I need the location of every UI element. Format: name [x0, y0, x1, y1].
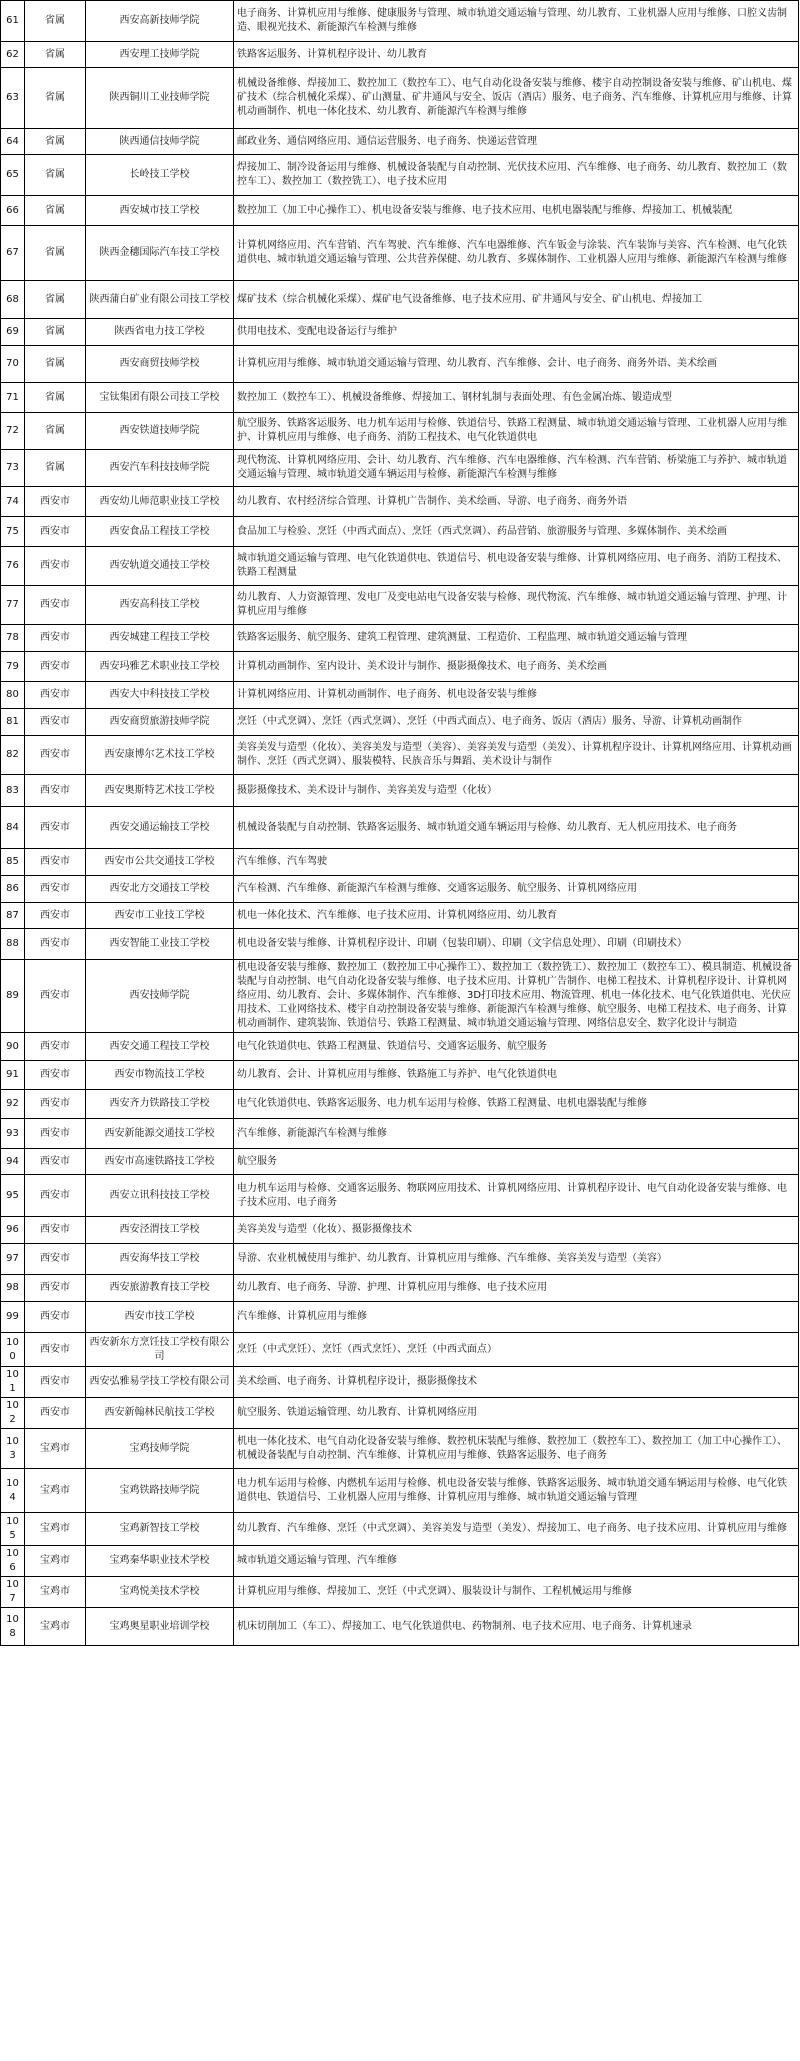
- table-row: [1, 929, 799, 960]
- row-number: 85: [1, 849, 25, 876]
- row-affiliation: 西安市: [25, 1333, 86, 1367]
- table-row: [1, 876, 799, 903]
- table-row: [1, 319, 799, 346]
- row-number: 99: [1, 1302, 25, 1333]
- row-number: 87: [1, 903, 25, 929]
- school-majors: 现代物流、计算机网络应用、会计、幼儿教育、汽车维修、汽车电器维修、汽车检测、汽车营销、桥梁施工与养护、城市轨道交通运输与管理、城市轨道交通车辆运用与检修、新能源汽车检测与维修: [234, 450, 799, 487]
- school-majors: 汽车维修、新能源汽车检测与维修: [234, 1119, 799, 1149]
- school-name: 西安食品工程技工学校: [86, 517, 234, 547]
- row-affiliation: 西安市: [25, 1149, 86, 1175]
- school-majors: 航空服务: [234, 1149, 799, 1175]
- row-number: 61: [1, 1, 25, 42]
- table-row: [1, 652, 799, 682]
- row-number: 81: [1, 709, 25, 736]
- row-affiliation: 西安市: [25, 1119, 86, 1149]
- school-majors: 数控加工（数控车工）、机械设备维修、焊接加工、钢材轧制与表面处理、有色金属冶炼、锻造成型: [234, 383, 799, 413]
- school-name: 西安技师学院: [86, 960, 234, 1033]
- table-row: [1, 736, 799, 775]
- row-number: 86: [1, 876, 25, 903]
- school-name: 西安城市技工学校: [86, 196, 234, 226]
- row-number: 80: [1, 682, 25, 709]
- row-number: 79: [1, 652, 25, 682]
- row-affiliation: 西安市: [25, 1244, 86, 1275]
- table-row: [1, 196, 799, 226]
- row-affiliation: 省属: [25, 196, 86, 226]
- school-majors: 铁路客运服务、计算机程序设计、幼儿教育: [234, 42, 799, 68]
- row-number: 105: [1, 1513, 25, 1546]
- row-number: 76: [1, 547, 25, 586]
- row-affiliation: 省属: [25, 68, 86, 129]
- school-majors: 计算机应用与维修、焊接加工、烹饪（中式烹调）、服装设计与制作、工程机械运用与维修: [234, 1577, 799, 1608]
- school-name: 西安奥斯特艺术技工学校: [86, 775, 234, 807]
- school-name: 西安商贸旅游技师学院: [86, 709, 234, 736]
- school-name: 西安幼儿师范职业技工学校: [86, 487, 234, 517]
- school-name: 西安智能工业技工学校: [86, 929, 234, 960]
- school-name: 宝钛集团有限公司技工学校: [86, 383, 234, 413]
- row-affiliation: 西安市: [25, 807, 86, 849]
- school-name: 宝鸡奥星职业培训学校: [86, 1608, 234, 1646]
- row-number: 104: [1, 1469, 25, 1513]
- school-name: 西安玛雅艺术职业技工学校: [86, 652, 234, 682]
- school-majors: 机电一体化技术、电气自动化设备安装与维修、数控机床装配与维修、数控加工（数控车工）、数控加工（加工中心操作工）、机械设备装配与自动控制、汽车维修、计算机应用与维修、铁路客运服务、电子商务: [234, 1429, 799, 1469]
- table-row: [1, 1398, 799, 1429]
- school-majors: 烹饪（中式烹饪）、烹饪（西式烹饪）、烹饪（中西式面点）: [234, 1333, 799, 1367]
- row-number: 70: [1, 346, 25, 383]
- row-affiliation: 西安市: [25, 1367, 86, 1398]
- table-row: [1, 346, 799, 383]
- row-affiliation: 西安市: [25, 1090, 86, 1119]
- school-majors: 机电一体化技术、汽车维修、电子技术应用、计算机网络应用、幼儿教育: [234, 903, 799, 929]
- row-affiliation: 西安市: [25, 1398, 86, 1429]
- row-affiliation: 西安市: [25, 903, 86, 929]
- school-name: 西安市高速铁路技工学校: [86, 1149, 234, 1175]
- school-majors: 幼儿教育、人力资源管理、发电厂及变电站电气设备安装与检修、现代物流、汽车维修、城市轨道交通运输与管理、护理、计算机应用与维修: [234, 586, 799, 625]
- table-row: [1, 155, 799, 196]
- table-row: [1, 383, 799, 413]
- row-affiliation: 西安市: [25, 849, 86, 876]
- school-name: 西安北方交通技工学校: [86, 876, 234, 903]
- school-majors: 机电设备安装与维修、数控加工（数控加工中心操作工）、数控加工（数控铣工）、数控加工（数控车工）、模具制造、机械设备装配与自动控制、电气自动化设备安装与维修、电子技术应用、计算机广告制作、电梯工程技术、计算机程序设计、计算机网络应用、幼儿教育、会计、多媒体制作、汽车维修、3D打印技术应用、物流管理、机电一体化技术、电气化铁道供电、光伏应用技术、工业网络技术、楼宇自动控制设备安装与维修、新能源汽车检测与维修、航空服务、电梯工程技术、电子商务、计算机动画制作、建筑装饰、铁道信号、铁路工程测量、城市轨道交通运输与管理、网络信息安全、数字化设计与制造: [234, 960, 799, 1033]
- school-name: 西安铁道技师学院: [86, 413, 234, 450]
- row-number: 66: [1, 196, 25, 226]
- table-row: [1, 1429, 799, 1469]
- row-affiliation: 西安市: [25, 586, 86, 625]
- row-affiliation: 西安市: [25, 1302, 86, 1333]
- row-affiliation: 省属: [25, 281, 86, 319]
- row-number: 67: [1, 226, 25, 281]
- school-name: 西安高科技工学校: [86, 586, 234, 625]
- school-name: 西安泾渭技工学校: [86, 1217, 234, 1244]
- row-affiliation: 西安市: [25, 775, 86, 807]
- row-number: 91: [1, 1061, 25, 1090]
- school-name: 西安市技工学校: [86, 1302, 234, 1333]
- school-majors: 美容美发与造型（化妆）、美容美发与造型（美容）、美容美发与造型（美发）、计算机程序设计、计算机网络应用、计算机动画制作、烹饪（西式烹调）、服装模特、民族音乐与舞蹈、美术设计与制作: [234, 736, 799, 775]
- row-number: 68: [1, 281, 25, 319]
- school-name: 宝鸡悦美技术学校: [86, 1577, 234, 1608]
- table-row: [1, 1149, 799, 1175]
- school-majors: 航空服务、铁路客运服务、电力机车运用与检修、铁道信号、铁路工程测量、城市轨道交通运输与管理、工业机器人应用与维护、计算机应用与维修、电子商务、消防工程技术、电气化铁道供电: [234, 413, 799, 450]
- row-affiliation: 省属: [25, 155, 86, 196]
- school-majors: 数控加工（加工中心操作工）、机电设备安装与维修、电子技术应用、电机电器装配与维修、焊接加工、机械装配: [234, 196, 799, 226]
- row-affiliation: 西安市: [25, 876, 86, 903]
- school-name: 西安旅游教育技工学校: [86, 1275, 234, 1302]
- school-name: 西安康博尔艺术技工学校: [86, 736, 234, 775]
- school-name: 西安大中科技技工学校: [86, 682, 234, 709]
- row-number: 77: [1, 586, 25, 625]
- row-number: 89: [1, 960, 25, 1033]
- table-row: [1, 1469, 799, 1513]
- row-affiliation: 宝鸡市: [25, 1608, 86, 1646]
- school-majors: 煤矿技术（综合机械化采煤）、煤矿电气设备维修、电子技术应用、矿井通风与安全、矿山机电、焊接加工: [234, 281, 799, 319]
- row-affiliation: 西安市: [25, 736, 86, 775]
- table-row: [1, 1608, 799, 1646]
- row-number: 101: [1, 1367, 25, 1398]
- school-majors: 城市轨道交通运输与管理、汽车维修: [234, 1546, 799, 1577]
- table-row: [1, 1217, 799, 1244]
- table-row: [1, 1333, 799, 1367]
- row-number: 108: [1, 1608, 25, 1646]
- table-row: [1, 1033, 799, 1061]
- row-affiliation: 宝鸡市: [25, 1429, 86, 1469]
- school-name: 陕西通信技师学院: [86, 129, 234, 155]
- row-number: 64: [1, 129, 25, 155]
- school-majors: 电气化铁道供电、铁路工程测量、铁道信号、交通客运服务、航空服务: [234, 1033, 799, 1061]
- school-name: 西安交通运输技工学校: [86, 807, 234, 849]
- school-majors: 邮政业务、通信网络应用、通信运营服务、电子商务、快递运营管理: [234, 129, 799, 155]
- school-name: 西安市物流技工学校: [86, 1061, 234, 1090]
- table-row: [1, 1061, 799, 1090]
- row-number: 95: [1, 1175, 25, 1217]
- school-majors: 计算机网络应用、汽车营销、汽车驾驶、汽车维修、汽车电器维修、汽车钣金与涂装、汽车装饰与美容、汽车检测、电气化铁道供电、城市轨道交通运输与管理、公共营养保健、幼儿教育、多媒体制作、工业机器人应用与维修、新能源汽车检测与维修: [234, 226, 799, 281]
- row-number: 94: [1, 1149, 25, 1175]
- table-row: [1, 1367, 799, 1398]
- school-name: 西安新翰林民航技工学校: [86, 1398, 234, 1429]
- school-majors: 美术绘画、电子商务、计算机程序设计，摄影摄像技术: [234, 1367, 799, 1398]
- row-number: 72: [1, 413, 25, 450]
- table-row: [1, 903, 799, 929]
- row-affiliation: 西安市: [25, 487, 86, 517]
- table-row: [1, 226, 799, 281]
- row-number: 92: [1, 1090, 25, 1119]
- row-affiliation: 西安市: [25, 625, 86, 652]
- school-majors: 机电设备安装与维修、计算机程序设计、印刷（包装印刷）、印刷（文字信息处理）、印刷（印刷技术）: [234, 929, 799, 960]
- row-affiliation: 省属: [25, 346, 86, 383]
- table-row: [1, 1513, 799, 1546]
- table-row: [1, 775, 799, 807]
- school-majors: 电气化铁道供电、铁路客运服务、电力机车运用与检修、铁路工程测量、电机电器装配与维修: [234, 1090, 799, 1119]
- table-row: [1, 682, 799, 709]
- school-name: 西安交通工程技工学校: [86, 1033, 234, 1061]
- table-row: [1, 517, 799, 547]
- row-number: 107: [1, 1577, 25, 1608]
- table-row: [1, 68, 799, 129]
- school-name: 西安汽车科技技师学院: [86, 450, 234, 487]
- table-row: [1, 281, 799, 319]
- table-row: [1, 1302, 799, 1333]
- school-majors: 烹饪（中式烹调）、烹饪（西式烹调）、烹饪（中西式面点）、电子商务、饭店（酒店）服务、导游、计算机动画制作: [234, 709, 799, 736]
- row-number: 103: [1, 1429, 25, 1469]
- school-name: 西安市公共交通技工学校: [86, 849, 234, 876]
- row-number: 100: [1, 1333, 25, 1367]
- school-majors: 幼儿教育、汽车维修、烹饪（中式烹调）、美容美发与造型（美发）、焊接加工、电子商务、电子技术应用、计算机应用与维修: [234, 1513, 799, 1546]
- table-row: [1, 42, 799, 68]
- row-affiliation: 西安市: [25, 1033, 86, 1061]
- school-name: 西安市工业技工学校: [86, 903, 234, 929]
- school-name: 宝鸡秦华职业技术学校: [86, 1546, 234, 1577]
- table-row: [1, 1275, 799, 1302]
- row-affiliation: 省属: [25, 42, 86, 68]
- table-row: [1, 960, 799, 1033]
- school-majors: 供用电技术、变配电设备运行与维护: [234, 319, 799, 346]
- school-majors: 食品加工与检验、烹饪（中西式面点）、烹饪（西式烹调）、药品营销、旅游服务与管理、多媒体制作、美术绘画: [234, 517, 799, 547]
- row-affiliation: 省属: [25, 319, 86, 346]
- row-affiliation: 宝鸡市: [25, 1577, 86, 1608]
- school-majors: 机械设备装配与自动控制、铁路客运服务、城市轨道交通车辆运用与检修、幼儿教育、无人机应用技术、电子商务: [234, 807, 799, 849]
- school-name: 西安理工技师学院: [86, 42, 234, 68]
- school-majors: 电子商务、计算机应用与维修、健康服务与管理、城市轨道交通运输与管理、幼儿教育、工业机器人应用与维修、口腔义齿制造、眼视光技术、新能源汽车检测与维修: [234, 1, 799, 42]
- school-majors: 幼儿教育、农村经济综合管理、计算机广告制作、美术绘画、导游、电子商务、商务外语: [234, 487, 799, 517]
- row-number: 74: [1, 487, 25, 517]
- school-majors: 机械设备维修、焊接加工、数控加工（数控车工）、电气自动化设备安装与维修、楼宇自动控制设备安装与维修、矿山机电、煤矿技术（综合机械化采煤）、矿山测量、矿井通风与安全、饭店（酒店）服务、电子商务、汽车维修、计算机应用与维修、计算机动画制作、机电一体化技术、幼儿教育、新能源汽车检测与维修: [234, 68, 799, 129]
- school-majors: 航空服务、铁道运输管理、幼儿教育、计算机网络应用: [234, 1398, 799, 1429]
- school-majors: 美容美发与造型（化妆）、摄影摄像技术: [234, 1217, 799, 1244]
- table-row: [1, 807, 799, 849]
- row-number: 75: [1, 517, 25, 547]
- row-affiliation: 省属: [25, 1, 86, 42]
- school-majors: 电力机车运用与检修、内燃机车运用与检修、机电设备安装与维修、铁路客运服务、城市轨道交通车辆运用与检修、电气化铁道供电、铁道信号、工业机器人应用与维修、计算机应用与维修、城市轨道交通运输与管理: [234, 1469, 799, 1513]
- row-number: 65: [1, 155, 25, 196]
- school-name: 西安新能源交通技工学校: [86, 1119, 234, 1149]
- school-majors: 电力机车运用与检修、交通客运服务、物联网应用技术、计算机网络应用、计算机程序设计、电气自动化设备安装与维修、电子技术应用、电子商务: [234, 1175, 799, 1217]
- row-affiliation: 省属: [25, 413, 86, 450]
- school-name: 西安齐力铁路技工学校: [86, 1090, 234, 1119]
- table-row: [1, 625, 799, 652]
- school-majors: 导游、农业机械使用与维护、幼儿教育、计算机应用与维修、汽车维修、美容美发与造型（美容）: [234, 1244, 799, 1275]
- row-affiliation: 西安市: [25, 547, 86, 586]
- school-majors: 铁路客运服务、航空服务、建筑工程管理、建筑测量、工程造价、工程监理、城市轨道交通运输与管理: [234, 625, 799, 652]
- school-majors: 汽车检测、汽车维修、新能源汽车检测与维修、交通客运服务、航空服务、计算机网络应用: [234, 876, 799, 903]
- table-row: [1, 849, 799, 876]
- table-row: [1, 450, 799, 487]
- school-name: 长岭技工学校: [86, 155, 234, 196]
- row-number: 73: [1, 450, 25, 487]
- table-row: [1, 1, 799, 42]
- table-row: [1, 129, 799, 155]
- school-table-body: [1, 1, 799, 1646]
- row-affiliation: 西安市: [25, 652, 86, 682]
- school-name: 西安新东方烹饪技工学校有限公司: [86, 1333, 234, 1367]
- school-majors: 计算机应用与维修、城市轨道交通运输与管理、幼儿教育、汽车维修、会计、电子商务、商务外语、美术绘画: [234, 346, 799, 383]
- table-row: [1, 1119, 799, 1149]
- table-row: [1, 1175, 799, 1217]
- school-name: 宝鸡新智技工学校: [86, 1513, 234, 1546]
- school-name: 陕西省电力技工学校: [86, 319, 234, 346]
- row-number: 71: [1, 383, 25, 413]
- row-affiliation: 西安市: [25, 1275, 86, 1302]
- row-affiliation: 西安市: [25, 1061, 86, 1090]
- row-number: 82: [1, 736, 25, 775]
- school-name: 宝鸡技师学院: [86, 1429, 234, 1469]
- school-majors: 计算机网络应用、计算机动画制作、电子商务、机电设备安装与维修: [234, 682, 799, 709]
- school-majors: 焊接加工、制冷设备运用与维修、机械设备装配与自动控制、光伏技术应用、汽车维修、电子商务、幼儿教育、数控加工（数控车工）、数控加工（数控铣工）、电子技术应用: [234, 155, 799, 196]
- school-name: 西安商贸技师学校: [86, 346, 234, 383]
- school-name: 西安立讯科技技工学校: [86, 1175, 234, 1217]
- row-affiliation: 西安市: [25, 709, 86, 736]
- row-affiliation: 西安市: [25, 1175, 86, 1217]
- row-number: 62: [1, 42, 25, 68]
- row-affiliation: 西安市: [25, 929, 86, 960]
- row-number: 102: [1, 1398, 25, 1429]
- school-name: 西安弘雅易学技工学校有限公司: [86, 1367, 234, 1398]
- school-name: 西安海华技工学校: [86, 1244, 234, 1275]
- school-name: 西安城建工程技工学校: [86, 625, 234, 652]
- row-affiliation: 宝鸡市: [25, 1513, 86, 1546]
- row-affiliation: 宝鸡市: [25, 1469, 86, 1513]
- row-affiliation: 省属: [25, 383, 86, 413]
- school-name: 西安轨道交通技工学校: [86, 547, 234, 586]
- row-number: 90: [1, 1033, 25, 1061]
- school-majors: 摄影摄像技术、美术设计与制作、美容美发与造型（化妆）: [234, 775, 799, 807]
- school-name: 陕西铜川工业技师学院: [86, 68, 234, 129]
- row-number: 88: [1, 929, 25, 960]
- table-row: [1, 1090, 799, 1119]
- row-affiliation: 西安市: [25, 960, 86, 1033]
- row-number: 63: [1, 68, 25, 129]
- school-majors: 汽车维修、计算机应用与维修: [234, 1302, 799, 1333]
- row-number: 78: [1, 625, 25, 652]
- row-number: 93: [1, 1119, 25, 1149]
- table-row: [1, 1577, 799, 1608]
- table-row: [1, 547, 799, 586]
- school-name: 陕西金穗国际汽车技工学校: [86, 226, 234, 281]
- row-affiliation: 省属: [25, 450, 86, 487]
- row-affiliation: 西安市: [25, 517, 86, 547]
- school-majors: 汽车维修、汽车驾驶: [234, 849, 799, 876]
- school-majors: 城市轨道交通运输与管理、电气化铁道供电、铁道信号、机电设备安装与维修、计算机网络应用、电子商务、消防工程技术、铁路工程测量: [234, 547, 799, 586]
- table-row: [1, 413, 799, 450]
- table-row: [1, 586, 799, 625]
- row-affiliation: 西安市: [25, 682, 86, 709]
- school-name: 宝鸡铁路技师学院: [86, 1469, 234, 1513]
- school-majors: 计算机动画制作、室内设计、美术设计与制作、摄影摄像技术、电子商务、美术绘画: [234, 652, 799, 682]
- school-majors: 幼儿教育、会计、计算机应用与维修、铁路施工与养护、电气化铁道供电: [234, 1061, 799, 1090]
- row-number: 69: [1, 319, 25, 346]
- row-number: 84: [1, 807, 25, 849]
- table-row: [1, 1244, 799, 1275]
- row-number: 97: [1, 1244, 25, 1275]
- row-number: 83: [1, 775, 25, 807]
- school-name: 西安高新技师学院: [86, 1, 234, 42]
- row-affiliation: 西安市: [25, 1217, 86, 1244]
- school-majors: 幼儿教育、电子商务、导游、护理、计算机应用与维修、电子技术应用: [234, 1275, 799, 1302]
- table-row: [1, 1546, 799, 1577]
- row-affiliation: 省属: [25, 129, 86, 155]
- school-majors: 机床切削加工（车工）、焊接加工、电气化铁道供电、药物制剂、电子技术应用、电子商务、计算机速录: [234, 1608, 799, 1646]
- row-affiliation: 省属: [25, 226, 86, 281]
- row-affiliation: 宝鸡市: [25, 1546, 86, 1577]
- row-number: 98: [1, 1275, 25, 1302]
- table-row: [1, 487, 799, 517]
- table-row: [1, 709, 799, 736]
- row-number: 96: [1, 1217, 25, 1244]
- row-number: 106: [1, 1546, 25, 1577]
- school-name: 陕西蒲白矿业有限公司技工学校: [86, 281, 234, 319]
